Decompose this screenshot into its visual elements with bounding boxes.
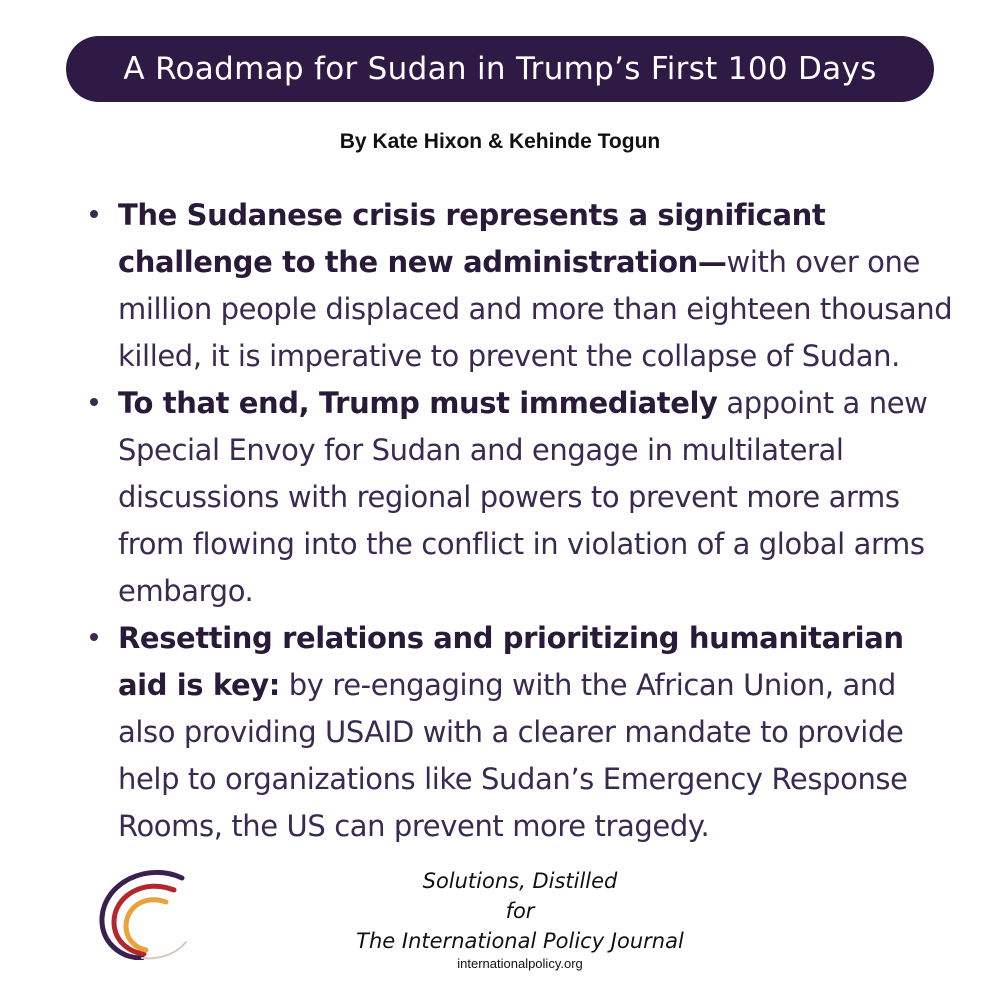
footer-journal-name: The International Policy Journal — [356, 929, 684, 953]
bullet-dot-icon — [90, 210, 98, 218]
footer-for: for — [505, 899, 535, 923]
bullet-bold-text: Resetting relations and prioritizing humanitarian aid is key: — [118, 621, 904, 702]
bullet-text: by re-engaging with the African Union, and also providing USAID with a clearer mandate to provide help to organizations like Sudan’s Emergency Response Rooms, the US can prevent more tragedy. — [118, 668, 908, 843]
list-item — [90, 192, 960, 380]
list-item — [90, 380, 960, 615]
footer-tagline: Solutions, Distilled — [422, 869, 618, 893]
title-banner — [66, 36, 934, 102]
bullet-bold-text: To that end, Trump must immediately — [118, 386, 718, 420]
footer-url: internationalpolicy.org — [457, 956, 583, 971]
logo-orange-arc — [126, 900, 166, 950]
bullet-list — [90, 192, 960, 850]
footer — [300, 866, 740, 972]
logo-red-arc — [114, 886, 174, 954]
arc-logo-icon — [98, 868, 190, 960]
bullet-bold-text: The Sudanese crisis represents a significant challenge to the new administration— — [118, 198, 826, 279]
list-item — [90, 615, 960, 850]
bullet-text: with over one million people displaced and more than eighteen thousand killed, it is imperative to prevent the collapse of Sudan. — [118, 245, 953, 373]
bullet-dot-icon — [90, 398, 98, 406]
bullet-dot-icon — [90, 633, 98, 641]
logo-grey-arc — [142, 942, 186, 958]
bullet-text: appoint a new Special Envoy for Sudan and engage in multilateral discussions with regional powers to prevent more arms from flowing into the conflict in violation of a global arms embargo. — [118, 386, 928, 608]
page-title: A Roadmap for Sudan in Trump’s First 100 Days — [123, 51, 877, 87]
byline: By Kate Hixon & Kehinde Togun — [339, 130, 661, 153]
